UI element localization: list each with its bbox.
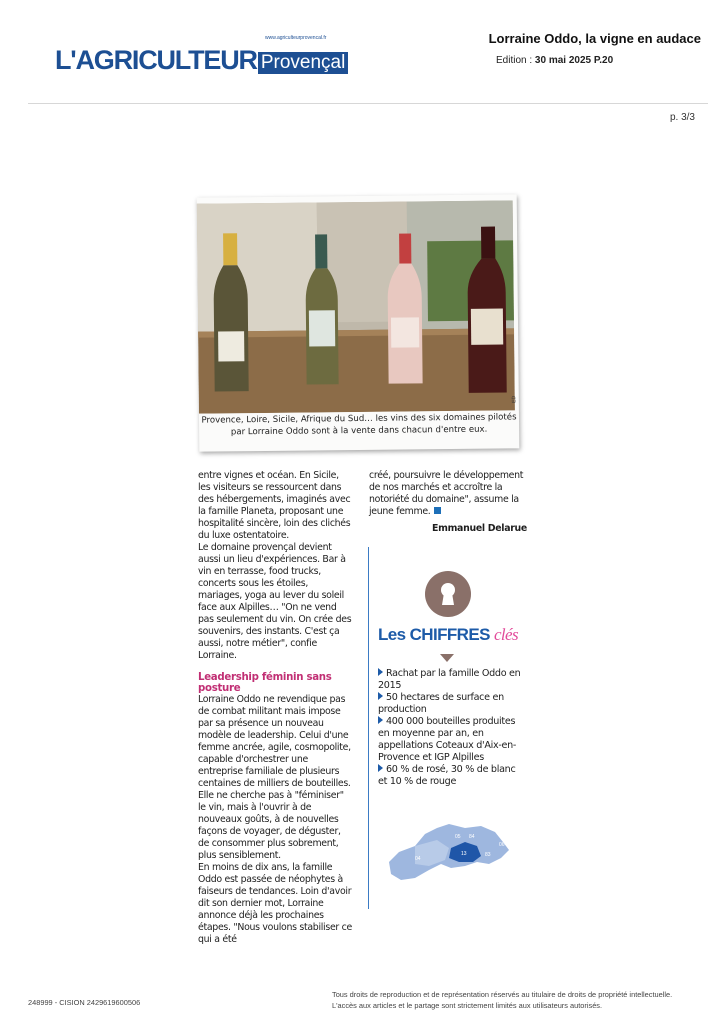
fact-text: 50 hectares de surface en production — [378, 692, 504, 715]
author-signature: Emmanuel Delarue — [432, 523, 527, 534]
paragraph: Le domaine provençal devient aussi un lieu d'expériences. Bar à vin en terrasse, food trucks, concerts sous les étoiles, mariages, yoga au lever du soleil face aux Alpilles… "On ne vend pas seulement du vin. On crée des souvenirs, des instants. C'est ça aussi, notre métier", confie Lorraine. — [198, 542, 352, 661]
map-label: 06 — [499, 842, 505, 848]
map-label: 83 — [485, 852, 491, 858]
map-label: 84 — [469, 834, 475, 840]
edition-label: Edition : — [496, 55, 533, 66]
fact-item — [378, 668, 524, 692]
logo-url: www.agriculteurprovencal.fr — [265, 35, 327, 41]
footer-copyright — [332, 990, 672, 1011]
copyright-line: Tous droits de reproduction et de représentation réservés au titulaire de droits de propriété intellectuelle. — [332, 990, 673, 999]
bottles-image — [197, 200, 518, 413]
key-figures-title — [369, 625, 527, 645]
region-map — [385, 818, 515, 893]
bullet-arrow-icon — [378, 692, 383, 700]
paragraph: entre vignes et océan. En Sicile, les visiteurs se ressourcent dans des hébergements, imaginés avec la famille Planeta, proposant une hospitalité sincère, loin des clichés du luxe ostentatoire. — [198, 470, 351, 541]
article-column-right — [369, 470, 527, 535]
paragraph: Elle ne cherche pas à "féminiser" le vin, mais à l'ouvrir à de nouveaux goûts, à de nouvelles façons de voyager, de déguster, de consommer plus sobrement, plus sensiblement. — [198, 790, 344, 861]
paragraph-text: créé, poursuivre le développement de nos marchés et accroître la notoriété du domaine", assume la jeune femme. — [369, 470, 524, 517]
triangle-down-icon — [440, 654, 454, 662]
edition-value: 30 mai 2025 P.20 — [534, 55, 614, 66]
fact-text: 60 % de rosé, 30 % de blanc et 10 % de rouge — [378, 764, 516, 787]
header-divider — [28, 103, 708, 104]
map-label: 13 — [461, 851, 467, 857]
bullet-arrow-icon — [378, 668, 383, 676]
wine-bottles-photo — [197, 194, 520, 451]
article-title: Lorraine Oddo, la vigne en audace — [488, 31, 701, 46]
fact-item — [378, 716, 524, 764]
map-label: 05 — [455, 834, 461, 840]
logo-main-text: L'AGRICULTEUR — [55, 45, 257, 75]
paragraph: En moins de dix ans, la famille Oddo est passée de néophytes à faiseurs de tendances. Loin d'avoir dit son dernier mot, Lorraine annonce déjà les prochaines étapes. "Nous voulons stabiliser ce qui a été — [198, 862, 352, 945]
photo-caption: Provence, Loire, Sicile, Afrique du Sud… les vins des six domaines pilotés par Lorraine Oddo sont à la vente dans chacun d'entre eux. — [201, 412, 517, 438]
fact-item — [378, 764, 524, 788]
bullet-arrow-icon — [378, 764, 383, 772]
key-figures-list — [378, 668, 524, 788]
page-number: p. 3/3 — [669, 112, 695, 123]
end-mark-icon — [434, 507, 441, 514]
fact-text: 400 000 bouteilles produites en moyenne par an, en appellations Coteaux d'Aix-en-Provence et IGP Alpilles — [378, 716, 517, 763]
paragraph: Lorraine Oddo ne revendique pas de combat militant mais impose par sa présence un nouveau modèle de leadership. Celui d'une femme ancrée, agile, cosmopolite, capable d'orchestrer une entreprise familiale de plusieurs centaines de milliers de bouteilles. — [198, 694, 351, 789]
footer-reference: 248999 - CISION 2429619600506 — [28, 998, 141, 1007]
map-label: 04 — [415, 856, 421, 862]
keyhole-icon — [425, 571, 471, 617]
box-border — [368, 547, 369, 909]
section-subhead: Leadership féminin sans posture — [198, 672, 332, 694]
paragraph-continued — [369, 470, 527, 518]
copyright-line: L'accès aux articles et le partage sont strictement limités aux utilisateurs autorisés. — [332, 1000, 603, 1010]
logo-sub-text: Provençal — [258, 52, 349, 74]
bullet-arrow-icon — [378, 716, 383, 724]
fact-item — [378, 692, 524, 716]
key-figures-title-main: Les CHIFFRES — [378, 625, 490, 644]
edition-info — [496, 55, 613, 66]
article-column-left — [198, 470, 353, 946]
photo-credit: ED — [511, 395, 518, 403]
key-figures-title-accent: clés — [493, 625, 518, 644]
newspaper-logo — [55, 35, 348, 75]
fact-text: Rachat par la famille Oddo en 2015 — [378, 668, 521, 691]
